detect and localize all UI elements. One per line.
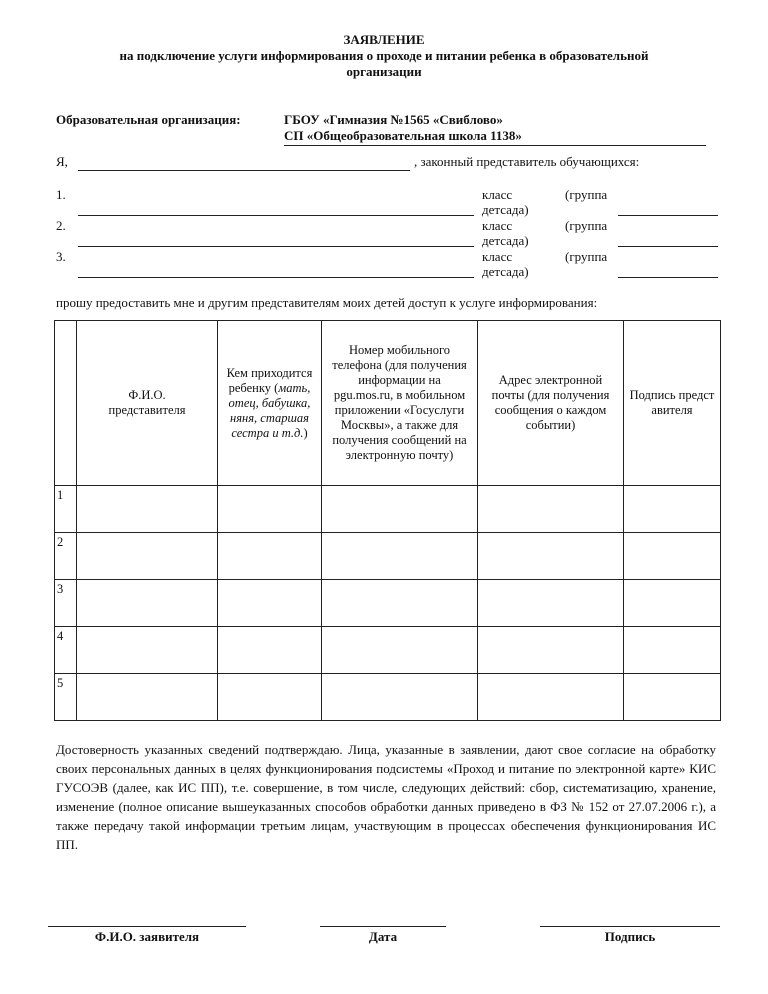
child-group-label2: детсада) [482, 233, 529, 248]
cell-email[interactable] [478, 533, 624, 580]
cell-signature[interactable] [624, 533, 721, 580]
cell-signature[interactable] [624, 580, 721, 627]
child-group-label: (группа [565, 218, 608, 233]
cell-fio[interactable] [77, 533, 218, 580]
row-number: 3 [55, 580, 77, 627]
cell-phone[interactable] [322, 627, 478, 674]
child-class-line[interactable] [618, 277, 718, 278]
cell-phone[interactable] [322, 674, 478, 721]
table-row [55, 627, 721, 674]
consent-paragraph: Достоверность указанных сведений подтверждаю. Лица, указанные в заявлении, дают свое согласие на обработку своих персональных данных в целях функционирования подсистемы «Проход и питание по электронной карте» КИС ГУСОЭВ (далее, как ИС ПП), т.е. совершение, в том числе, следующих действий: сбор, систематизацию, хранение, изменение (полное описание вышеуказанных способов обработки данных приведено в ФЗ № 152 от 27.07.2006 г.), а также передачу такой информации третьим лицам, участвующим в процессах обеспечения функционирования ИС ПП. [56, 742, 716, 852]
child-class-label: класс [482, 218, 513, 233]
child-number: 2. [56, 218, 66, 233]
child-number: 1. [56, 187, 66, 202]
cell-fio[interactable] [77, 580, 218, 627]
child-group-label: (группа [565, 187, 608, 202]
header-fio: Ф.И.О. представителя [77, 321, 218, 486]
child-group-label2: детсада) [482, 202, 529, 217]
row-number: 2 [55, 533, 77, 580]
document-title: ЗАЯВЛЕНИЕ [343, 32, 425, 47]
applicant-fio-label: Ф.И.О. заявителя [94, 929, 200, 944]
header-email: Адрес электронной почты (для получения сообщения о каждом событии) [478, 321, 624, 486]
header-relation: Кем приходится ребенку (мать, отец, бабушка, няня, старшая сестра и т.д.) [218, 321, 322, 486]
cell-fio[interactable] [77, 674, 218, 721]
table-row [55, 674, 721, 721]
child-group-label2: детсада) [482, 264, 529, 279]
child-group-label: (группа [565, 249, 608, 264]
applicant-suffix: , законный представитель обучающихся: [414, 154, 640, 169]
cell-relation[interactable] [218, 627, 322, 674]
cell-email[interactable] [478, 627, 624, 674]
header-signature: Подпись представителя [624, 321, 721, 486]
child-name-line[interactable] [78, 215, 474, 216]
child-class-line[interactable] [618, 246, 718, 247]
cell-phone[interactable] [322, 580, 478, 627]
cell-signature[interactable] [624, 674, 721, 721]
cell-signature[interactable] [624, 627, 721, 674]
organization-name-line2: СП «Общеобразовательная школа 1138» [284, 128, 706, 146]
document-subtitle-line1: на подключение услуги информирования о проходе и питании ребенка в образовательной [119, 48, 649, 63]
cell-email[interactable] [478, 486, 624, 533]
date-label: Дата [368, 929, 398, 944]
child-class-line[interactable] [618, 215, 718, 216]
table-row [55, 486, 721, 533]
request-text: прошу предоставить мне и другим представителям моих детей доступ к услуге информирования: [56, 295, 598, 310]
cell-relation[interactable] [218, 533, 322, 580]
applicant-prefix: Я, [56, 154, 68, 169]
cell-relation[interactable] [218, 486, 322, 533]
date-line[interactable] [320, 926, 446, 927]
organization-label: Образовательная организация: [56, 112, 241, 127]
header-phone: Номер мобильного телефона (для получения информации на pgu.mos.ru, в мобильном приложении «Госуслуги Москвы», а также для получения сообщений на электронную почту) [322, 321, 478, 486]
cell-relation[interactable] [218, 580, 322, 627]
child-name-line[interactable] [78, 277, 474, 278]
row-number: 5 [55, 674, 77, 721]
cell-phone[interactable] [322, 486, 478, 533]
child-class-label: класс [482, 187, 513, 202]
cell-fio[interactable] [77, 627, 218, 674]
header-number [55, 321, 77, 486]
child-number: 3. [56, 249, 66, 264]
organization-name-line1: ГБОУ «Гимназия №1565 «Свиблово» [284, 112, 503, 127]
cell-fio[interactable] [77, 486, 218, 533]
signature-label: Подпись [604, 929, 656, 944]
table-row [55, 533, 721, 580]
representatives-table [54, 320, 721, 721]
cell-relation[interactable] [218, 674, 322, 721]
document-subtitle-line2: организации [346, 64, 422, 79]
cell-email[interactable] [478, 674, 624, 721]
table-header-row [55, 321, 721, 486]
signature-line[interactable] [540, 926, 720, 927]
applicant-fio-line[interactable] [48, 926, 246, 927]
applicant-name-line[interactable] [78, 170, 410, 171]
row-number: 4 [55, 627, 77, 674]
cell-phone[interactable] [322, 533, 478, 580]
cell-email[interactable] [478, 580, 624, 627]
table-row [55, 580, 721, 627]
row-number: 1 [55, 486, 77, 533]
child-name-line[interactable] [78, 246, 474, 247]
child-class-label: класс [482, 249, 513, 264]
cell-signature[interactable] [624, 486, 721, 533]
